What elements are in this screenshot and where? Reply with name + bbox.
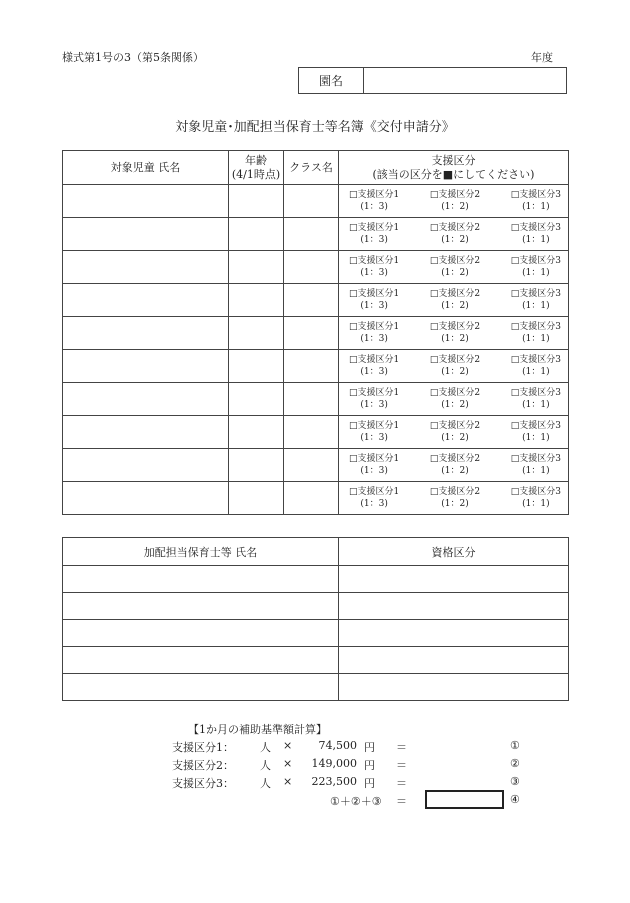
child-name-cell[interactable] xyxy=(63,482,229,515)
support-option-label: □支援区分1 xyxy=(349,388,400,398)
support-option-ratio: (1：2) xyxy=(441,334,469,344)
support-option-1[interactable] xyxy=(349,453,399,477)
support-option-3[interactable] xyxy=(511,255,561,279)
page-title: 対象児童･加配担当保育士等名簿《交付申請分》 xyxy=(175,120,455,135)
support-option-label: □支援区分3 xyxy=(510,190,561,200)
times-sign: × xyxy=(283,739,293,752)
qualification-header: 資格区分 xyxy=(339,538,569,566)
age-header xyxy=(229,151,284,185)
total-formula: ①＋②＋③ xyxy=(330,795,382,808)
support-option-1[interactable] xyxy=(349,354,399,378)
support-option-ratio: (1：3) xyxy=(360,466,388,476)
child-name-cell[interactable] xyxy=(63,185,229,218)
yen-unit: 円 xyxy=(364,777,375,790)
child-row xyxy=(63,449,569,482)
support-option-3[interactable] xyxy=(511,321,561,345)
child-row xyxy=(63,317,569,350)
child-row xyxy=(63,218,569,251)
support-option-ratio: (1：1) xyxy=(522,433,550,443)
support-option-2[interactable] xyxy=(430,288,480,312)
support-option-2[interactable] xyxy=(430,189,480,213)
class-cell[interactable] xyxy=(284,317,339,350)
support-options xyxy=(339,288,568,312)
result-number: ③ xyxy=(510,775,520,788)
child-name-cell[interactable] xyxy=(63,350,229,383)
support-category-cell xyxy=(339,383,569,416)
class-cell[interactable] xyxy=(284,218,339,251)
support-category-cell xyxy=(339,350,569,383)
school-name-box xyxy=(298,67,567,94)
support-options xyxy=(339,387,568,411)
child-name-cell[interactable] xyxy=(63,251,229,284)
calc-row-2 xyxy=(0,757,630,773)
class-cell[interactable] xyxy=(284,284,339,317)
equals-sign: ＝ xyxy=(396,777,407,790)
age-cell[interactable] xyxy=(229,284,284,317)
support-option-label: □支援区分1 xyxy=(349,487,400,497)
unit-amount: 149,000 xyxy=(311,757,357,770)
support-option-ratio: (1：1) xyxy=(522,334,550,344)
age-cell[interactable] xyxy=(229,449,284,482)
child-row xyxy=(63,482,569,515)
school-name-field[interactable] xyxy=(364,68,566,93)
equals-sign: ＝ xyxy=(396,759,407,772)
qualification-cell[interactable] xyxy=(339,620,569,647)
child-row xyxy=(63,416,569,449)
calc-title: 【1か月の補助基準額計算】 xyxy=(188,723,327,736)
child-row xyxy=(63,251,569,284)
support-category-cell xyxy=(339,317,569,350)
staff-row xyxy=(63,674,569,701)
support-option-ratio: (1：1) xyxy=(522,301,550,311)
yen-unit: 円 xyxy=(364,759,375,772)
calc-row-1 xyxy=(0,739,630,755)
support-option-3[interactable] xyxy=(511,189,561,213)
support-options xyxy=(339,222,568,246)
support-option-3[interactable] xyxy=(511,453,561,477)
support-option-3[interactable] xyxy=(511,288,561,312)
support-option-ratio: (1：3) xyxy=(360,499,388,509)
support-option-label: □支援区分2 xyxy=(429,190,481,200)
support-option-label: □支援区分3 xyxy=(510,223,561,233)
support-option-ratio: (1：1) xyxy=(522,400,550,410)
staff-name-header: 加配担当保育士等 氏名 xyxy=(63,538,339,566)
support-option-ratio: (1：3) xyxy=(360,268,388,278)
person-unit: 人 xyxy=(260,759,271,772)
child-table-header-row xyxy=(63,151,569,185)
support-option-2[interactable] xyxy=(430,222,480,246)
child-row xyxy=(63,383,569,416)
class-header: クラス名 xyxy=(284,151,339,185)
support-option-2[interactable] xyxy=(430,387,480,411)
staff-name-cell[interactable] xyxy=(63,620,339,647)
support-options xyxy=(339,189,568,213)
staff-row xyxy=(63,593,569,620)
age-cell[interactable] xyxy=(229,416,284,449)
support-option-label: □支援区分1 xyxy=(349,289,400,299)
times-sign: × xyxy=(283,775,293,788)
support-options xyxy=(339,420,568,444)
support-option-label: □支援区分2 xyxy=(429,289,481,299)
support-option-ratio: (1：2) xyxy=(441,235,469,245)
support-option-label: □支援区分2 xyxy=(429,421,481,431)
support-options xyxy=(339,321,568,345)
support-option-3[interactable] xyxy=(511,420,561,444)
support-option-1[interactable] xyxy=(349,486,399,510)
support-option-label: □支援区分3 xyxy=(510,388,561,398)
support-option-label: □支援区分3 xyxy=(510,454,561,464)
child-name-cell[interactable] xyxy=(63,317,229,350)
support-option-label: □支援区分3 xyxy=(510,355,561,365)
support-option-ratio: (1：2) xyxy=(441,466,469,476)
support-option-label: □支援区分1 xyxy=(349,190,400,200)
support-option-label: □支援区分2 xyxy=(429,355,481,365)
staff-name-cell[interactable] xyxy=(63,674,339,701)
child-row xyxy=(63,185,569,218)
support-option-label: □支援区分3 xyxy=(510,256,561,266)
support-option-ratio: (1：2) xyxy=(441,400,469,410)
child-name-cell[interactable] xyxy=(63,218,229,251)
support-option-ratio: (1：2) xyxy=(441,301,469,311)
calc-label: 支援区分2： xyxy=(172,759,234,772)
staff-table-header-row xyxy=(63,538,569,566)
child-name-cell[interactable] xyxy=(63,383,229,416)
qualification-cell[interactable] xyxy=(339,674,569,701)
support-option-2[interactable] xyxy=(430,354,480,378)
support-option-2[interactable] xyxy=(430,321,480,345)
equals-sign: ＝ xyxy=(396,741,407,754)
staff-row xyxy=(63,566,569,593)
support-category-cell xyxy=(339,284,569,317)
support-category-cell xyxy=(339,416,569,449)
unit-amount: 74,500 xyxy=(318,739,357,752)
support-option-2[interactable] xyxy=(430,453,480,477)
support-option-3[interactable] xyxy=(511,354,561,378)
child-name-cell[interactable] xyxy=(63,449,229,482)
support-option-2[interactable] xyxy=(430,420,480,444)
support-options xyxy=(339,486,568,510)
support-header-line2: (該当の区分を■にしてください) xyxy=(372,167,535,181)
support-option-ratio: (1：3) xyxy=(360,301,388,311)
staff-list-table xyxy=(62,537,569,701)
result-number: ① xyxy=(510,739,520,752)
age-cell[interactable] xyxy=(229,251,284,284)
support-option-1[interactable] xyxy=(349,189,399,213)
child-row xyxy=(63,284,569,317)
support-option-label: □支援区分1 xyxy=(349,256,400,266)
calc-row-3 xyxy=(0,775,630,791)
support-option-label: □支援区分2 xyxy=(429,322,481,332)
person-unit: 人 xyxy=(260,741,271,754)
support-option-1[interactable] xyxy=(349,222,399,246)
school-name-label: 園名 xyxy=(299,68,364,93)
qualification-cell[interactable] xyxy=(339,566,569,593)
year-label: 年度 xyxy=(531,51,553,64)
result-number: ② xyxy=(510,757,520,770)
support-option-1[interactable] xyxy=(349,288,399,312)
support-option-1[interactable] xyxy=(349,420,399,444)
support-option-label: □支援区分3 xyxy=(510,322,561,332)
support-option-3[interactable] xyxy=(511,387,561,411)
support-option-2[interactable] xyxy=(430,486,480,510)
support-option-ratio: (1：1) xyxy=(522,268,550,278)
support-option-ratio: (1：3) xyxy=(360,433,388,443)
staff-name-cell[interactable] xyxy=(63,566,339,593)
support-category-cell xyxy=(339,218,569,251)
support-option-label: □支援区分1 xyxy=(349,322,400,332)
support-option-1[interactable] xyxy=(349,321,399,345)
class-cell[interactable] xyxy=(284,416,339,449)
calc-label: 支援区分3： xyxy=(172,777,234,790)
support-option-label: □支援区分3 xyxy=(510,289,561,299)
child-row xyxy=(63,350,569,383)
support-option-ratio: (1：3) xyxy=(360,235,388,245)
support-option-label: □支援区分3 xyxy=(510,487,561,497)
support-option-ratio: (1：1) xyxy=(522,499,550,509)
class-cell[interactable] xyxy=(284,251,339,284)
support-option-ratio: (1：2) xyxy=(441,367,469,377)
qualification-cell[interactable] xyxy=(339,593,569,620)
support-options xyxy=(339,453,568,477)
support-option-ratio: (1：3) xyxy=(360,202,388,212)
age-cell[interactable] xyxy=(229,482,284,515)
support-option-ratio: (1：3) xyxy=(360,367,388,377)
support-option-1[interactable] xyxy=(349,387,399,411)
support-option-label: □支援区分1 xyxy=(349,421,400,431)
support-option-label: □支援区分2 xyxy=(429,454,481,464)
support-option-ratio: (1：3) xyxy=(360,400,388,410)
support-option-ratio: (1：1) xyxy=(522,367,550,377)
support-options xyxy=(339,354,568,378)
support-option-label: □支援区分1 xyxy=(349,223,400,233)
support-option-ratio: (1：1) xyxy=(522,202,550,212)
support-category-cell xyxy=(339,185,569,218)
staff-row xyxy=(63,620,569,647)
class-cell[interactable] xyxy=(284,383,339,416)
age-cell[interactable] xyxy=(229,317,284,350)
staff-name-cell[interactable] xyxy=(63,593,339,620)
support-option-ratio: (1：2) xyxy=(441,268,469,278)
support-category-cell xyxy=(339,251,569,284)
child-list-table xyxy=(62,150,569,515)
age-header-line1: 年齢 xyxy=(245,153,267,167)
class-cell[interactable] xyxy=(284,350,339,383)
total-equals: ＝ xyxy=(396,795,407,808)
support-options xyxy=(339,255,568,279)
support-option-ratio: (1：1) xyxy=(522,466,550,476)
support-option-label: □支援区分3 xyxy=(510,421,561,431)
support-option-label: □支援区分1 xyxy=(349,355,400,365)
support-header-line1: 支援区分 xyxy=(431,153,476,167)
calc-label: 支援区分1： xyxy=(172,741,234,754)
yen-unit: 円 xyxy=(364,741,375,754)
support-option-3[interactable] xyxy=(511,222,561,246)
qualification-cell[interactable] xyxy=(339,647,569,674)
support-category-cell xyxy=(339,449,569,482)
age-cell[interactable] xyxy=(229,185,284,218)
support-option-ratio: (1：2) xyxy=(441,433,469,443)
total-number: ④ xyxy=(510,793,520,806)
support-option-ratio: (1：2) xyxy=(441,202,469,212)
staff-name-cell[interactable] xyxy=(63,647,339,674)
support-category-cell xyxy=(339,482,569,515)
support-option-label: □支援区分2 xyxy=(429,487,481,497)
support-option-label: □支援区分1 xyxy=(349,454,400,464)
support-option-ratio: (1：2) xyxy=(441,499,469,509)
support-category-header xyxy=(339,151,569,185)
class-cell[interactable] xyxy=(284,482,339,515)
person-unit: 人 xyxy=(260,777,271,790)
class-cell[interactable] xyxy=(284,449,339,482)
form-number: 様式第1号の3（第5条関係） xyxy=(62,51,204,64)
support-option-2[interactable] xyxy=(430,255,480,279)
support-option-1[interactable] xyxy=(349,255,399,279)
age-cell[interactable] xyxy=(229,218,284,251)
calc-total-row xyxy=(0,793,630,809)
support-option-label: □支援区分2 xyxy=(429,223,481,233)
staff-row xyxy=(63,647,569,674)
support-option-label: □支援区分2 xyxy=(429,388,481,398)
support-option-ratio: (1：1) xyxy=(522,235,550,245)
age-cell[interactable] xyxy=(229,350,284,383)
support-option-3[interactable] xyxy=(511,486,561,510)
times-sign: × xyxy=(283,757,293,770)
unit-amount: 223,500 xyxy=(311,775,357,788)
child-name-header: 対象児童 氏名 xyxy=(63,151,229,185)
support-option-label: □支援区分2 xyxy=(429,256,481,266)
age-header-line2: (4/1時点) xyxy=(231,167,281,181)
child-name-cell[interactable] xyxy=(63,416,229,449)
support-option-ratio: (1：3) xyxy=(360,334,388,344)
child-name-cell[interactable] xyxy=(63,284,229,317)
total-amount-box[interactable] xyxy=(425,790,504,809)
age-cell[interactable] xyxy=(229,383,284,416)
class-cell[interactable] xyxy=(284,185,339,218)
